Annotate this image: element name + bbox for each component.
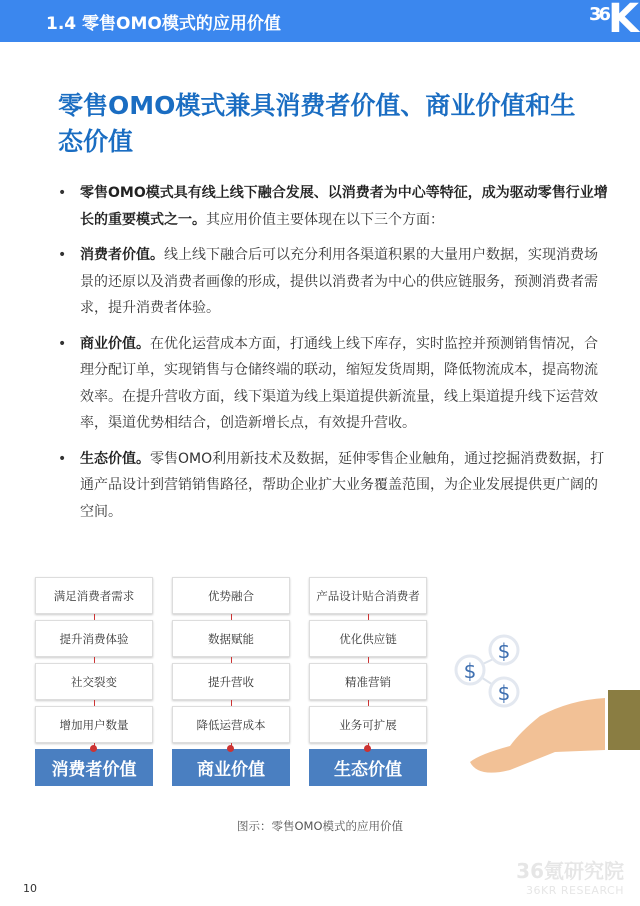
diagram-box: 提升消费体验: [35, 620, 153, 657]
diagram-box: 优势融合: [172, 577, 290, 614]
bullet-item: • 商业价值。在优化运营成本方面，打通线上线下库存，实时监控并预测销售情况，合理分配订单，实现销售与仓储终端的联动，缩短发货周期，降低物流成本，提高物流效率。在提升营收方面，线下渠道为线上渠道提供新流量，线上渠道提升线下运营效率，渠道优势相结合，创造新增长点，有效提升营收。: [58, 335, 598, 431]
diagram-box: 提升营收: [172, 663, 290, 700]
diagram-box: 满足消费者需求: [35, 577, 153, 614]
bullet-bold: 零售OMO模式具有线上线下融合发展、以消费者为中心等特征，成为驱动零售行业增长的重要模式之一。: [80, 185, 608, 228]
bullet-text: 线上线下融合后可以充分利用各渠道积累的大量用户数据，实现消费场景的还原以及消费者画像的形成，提供以消费者为中心的供应链服务，预测消费者需求，提升消费者体验。: [80, 247, 598, 316]
bullet-text: 其应用价值主要体现在以下三个方面：: [206, 211, 444, 228]
figure-caption: 图示：零售OMO模式的应用价值: [236, 819, 404, 833]
bullet-bold: 消费者价值。: [80, 247, 164, 263]
value-box: 商业价值: [172, 749, 290, 786]
diagram-box: 降低运营成本: [172, 706, 290, 743]
diagram-box: 数据赋能: [172, 620, 290, 657]
dollar-coin-icon: [456, 656, 484, 684]
value-box: 消费者价值: [35, 749, 153, 786]
diagram-box: 精准营销: [309, 663, 427, 700]
diagram-box: 增加用户数量: [35, 706, 153, 743]
watermark-cn: 36氪研究院: [516, 859, 624, 883]
diagram-box: 产品设计贴合消费者: [309, 577, 427, 614]
diagram-box: 社交裂变: [35, 663, 153, 700]
bullet-list: [58, 180, 608, 534]
bullet-bold: 生态价值。: [80, 450, 150, 467]
svg-text:$: $: [497, 639, 511, 663]
bullet-item: • 消费者价值。线上线下融合后可以充分利用各渠道积累的大量用户数据，实现消费场景的还原以及消费者画像的形成，提供以消费者为中心的供应链服务，预测消费者需求，提升消费者体验。: [58, 247, 598, 316]
dollar-coin-icon: [490, 636, 518, 664]
svg-text:$: $: [463, 659, 477, 683]
watermark-en: 36KR RESEARCH: [526, 884, 624, 897]
bullet-text: 在优化运营成本方面，打通线上线下库存，实时监控并预测销售情况，合理分配订单，实现销售与仓储终端的联动，缩短发货周期，降低物流成本，提高物流效率。在提升营收方面，线下渠道为线上渠道提供新流量，线上渠道提升线下运营效率，渠道优势相结合，创造新增长点，有效提升营收。: [80, 335, 598, 431]
svg-text:$: $: [497, 681, 511, 705]
diagram-box: 优化供应链: [309, 620, 427, 657]
value-box: 生态价值: [309, 749, 427, 786]
bullet-item: • 生态价值。零售OMO利用新技术及数据，延伸零售企业触角，通过挖掘消费数据，打通产品设计到营销销售路径，帮助企业扩大业务覆盖范围，为企业发展提供更广阔的空间。: [58, 450, 605, 520]
hand-coins-illustration: [440, 620, 640, 780]
diagram-column-consumer: [35, 577, 153, 786]
diagram-column-business: [172, 577, 290, 786]
section-title: 1.4 零售OMO模式的应用价值: [46, 14, 281, 34]
bullet-item: • 零售OMO模式具有线上线下融合发展、以消费者为中心等特征，成为驱动零售行业增长的重要模式之一。其应用价值主要体现在以下三个方面：: [58, 185, 608, 228]
header-bar: [0, 0, 640, 42]
bullet-bold: 商业价值。: [80, 335, 150, 352]
logo: $^{36}$K: [588, 0, 636, 42]
diagram-column-ecosystem: [309, 577, 427, 786]
bullet-text: 零售OMO利用新技术及数据，延伸零售企业触角，通过挖掘消费数据，打通产品设计到营销销售路径，帮助企业扩大业务覆盖范围，为企业发展提供更广阔的空间。: [80, 450, 605, 520]
watermark: [516, 855, 624, 897]
diagram-box: 业务可扩展: [309, 706, 427, 743]
dollar-coin-icon: [490, 678, 518, 706]
page-number: 10: [23, 882, 37, 895]
page-title: 零售OMO模式兼具消费者价值、商业价值和生态价值: [58, 91, 576, 156]
